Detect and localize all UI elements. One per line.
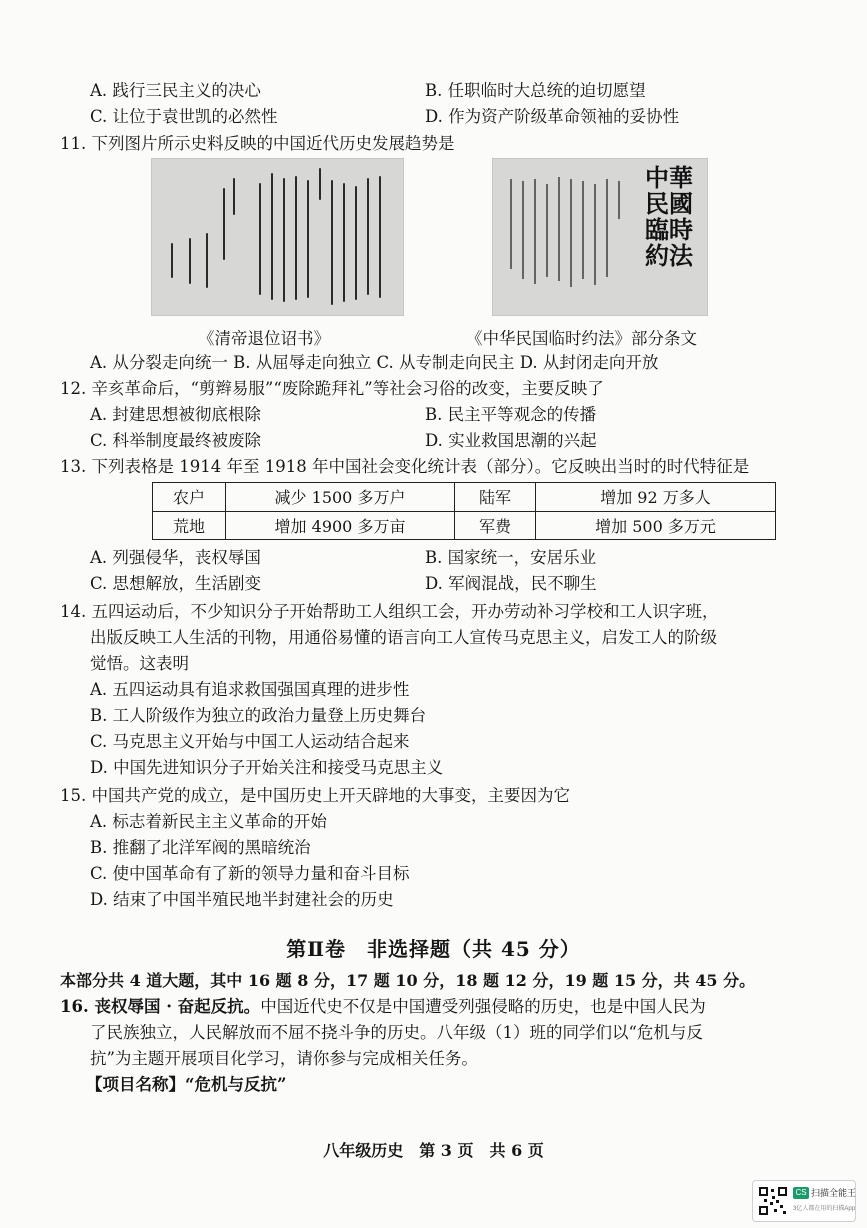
image1-caption: 《清帝退位诏书》 bbox=[198, 329, 330, 348]
q16-heading: 16. 丧权辱国 · 奋起反抗。 bbox=[60, 997, 261, 1016]
table-cell: 荒地 bbox=[153, 511, 226, 540]
project-label: 【项目名称】 bbox=[86, 1075, 185, 1094]
q16-line2: 了民族独立，人民解放而不屈不挠斗争的历史。八年级（1）班的同学们以“危机与反 bbox=[90, 1023, 703, 1042]
page-footer: 八年级历史 第 3 页 共 6 页 bbox=[323, 1141, 544, 1160]
q15-option-c: C. 使中国革命有了新的领导力量和奋斗目标 bbox=[90, 864, 410, 883]
q14-option-d: D. 中国先进知识分子开始关注和接受马克思主义 bbox=[90, 758, 444, 777]
q14-stem-line2: 出版反映工人生活的刊物，用通俗易懂的语言向工人宣传马克思主义，启发工人的阶级 bbox=[90, 628, 717, 647]
qing-abdication-edict-image bbox=[151, 158, 404, 316]
constitution-title-calligraphy: 中華民國臨時約法 bbox=[645, 163, 693, 270]
q10-option-c: C. 让位于袁世凯的必然性 bbox=[90, 107, 278, 126]
provisional-constitution-image bbox=[492, 158, 708, 316]
document-scan-illustration bbox=[152, 159, 403, 315]
section2-title: 第Ⅱ卷 非选择题（共 45 分） bbox=[286, 937, 581, 961]
q12-option-a: A. 封建思想被彻底根除 bbox=[90, 405, 261, 424]
project-name: “危机与反抗” bbox=[185, 1075, 287, 1094]
q14-option-a: A. 五四运动具有追求救国强国真理的进步性 bbox=[90, 680, 410, 699]
q10-option-b: B. 任职临时大总统的迫切愿望 bbox=[425, 81, 646, 100]
table-cell: 军费 bbox=[455, 511, 536, 540]
q15-option-b: B. 推翻了北洋军阀的黑暗统治 bbox=[90, 838, 311, 857]
q12-option-b: B. 民主平等观念的传播 bbox=[425, 405, 597, 424]
q15-option-d: D. 结束了中国半殖民地半封建社会的历史 bbox=[90, 890, 394, 909]
table-row bbox=[153, 511, 776, 540]
q14-stem-line1: 14. 五四运动后，不少知识分子开始帮助工人组织工会，开办劳动补习学校和工人识字班， bbox=[60, 602, 719, 621]
q15-option-a: A. 标志着新民主主义革命的开始 bbox=[90, 812, 327, 831]
table-cell: 增加 92 万多人 bbox=[536, 483, 776, 512]
image2-caption: 《中华民国临时约法》部分条文 bbox=[466, 329, 697, 348]
q16-line3: 抗”为主题开展项目化学习，请你参与完成相关任务。 bbox=[90, 1049, 478, 1068]
q16-project bbox=[86, 1074, 286, 1096]
table-cell: 农户 bbox=[153, 483, 226, 512]
q11-options: A. 从分裂走向统一 B. 从屈辱走向独立 C. 从专制走向民主 D. 从封闭走向开放 bbox=[90, 353, 659, 372]
q12-option-c: C. 科举制度最终被废除 bbox=[90, 431, 262, 450]
scanner-brand: 扫描全能王 bbox=[811, 1188, 857, 1198]
q13-option-d: D. 军阀混战，民不聊生 bbox=[425, 574, 597, 593]
table-cell: 陆军 bbox=[455, 483, 536, 512]
q13-option-b: B. 国家统一，安居乐业 bbox=[425, 548, 597, 567]
q12-option-d: D. 实业救国思潮的兴起 bbox=[425, 431, 597, 450]
table-row bbox=[153, 483, 776, 512]
scanner-badge bbox=[752, 1180, 856, 1222]
q13-stem: 13. 下列表格是 1914 年至 1918 年中国社会变化统计表（部分）。它反映出当时的时代特征是 bbox=[60, 457, 750, 476]
social-change-table bbox=[152, 482, 776, 540]
table-cell: 增加 500 多万元 bbox=[536, 511, 776, 540]
q13-option-c: C. 思想解放，生活剧变 bbox=[90, 574, 262, 593]
q15-stem: 15. 中国共产党的成立，是中国历史上开天辟地的大事变，主要因为它 bbox=[60, 786, 570, 805]
scanner-subtitle: 3亿人都在用的扫描App bbox=[793, 1206, 856, 1212]
q10-option-a: A. 践行三民主义的决心 bbox=[90, 81, 261, 100]
table-cell: 减少 1500 多万户 bbox=[226, 483, 455, 512]
q12-stem: 12. 辛亥革命后，“剪辫易服”“废除跪拜礼”等社会习俗的改变，主要反映了 bbox=[60, 379, 604, 398]
qr-code-icon bbox=[758, 1186, 788, 1216]
q13-option-a: A. 列强侵华，丧权辱国 bbox=[90, 548, 261, 567]
table-cell: 增加 4900 多万亩 bbox=[226, 511, 455, 540]
q16-line1-text: 中国近代史不仅是中国遭受列强侵略的历史，也是中国人民为 bbox=[260, 997, 706, 1016]
q14-option-b: B. 工人阶级作为独立的政治力量登上历史舞台 bbox=[90, 706, 427, 725]
q11-stem: 11. 下列图片所示史料反映的中国近代历史发展趋势是 bbox=[60, 134, 455, 153]
scanner-logo-icon: CS bbox=[793, 1187, 809, 1199]
q14-option-c: C. 马克思主义开始与中国工人运动结合起来 bbox=[90, 732, 410, 751]
q14-stem-line3: 觉悟。这表明 bbox=[90, 654, 189, 673]
q10-option-d: D. 作为资产阶级革命领袖的妥协性 bbox=[425, 107, 680, 126]
q16-line1 bbox=[60, 996, 706, 1018]
section2-note: 本部分共 4 道大题，其中 16 题 8 分，17 题 10 分，18 题 12 分，19 题 15 分，共 45 分。 bbox=[60, 971, 756, 990]
